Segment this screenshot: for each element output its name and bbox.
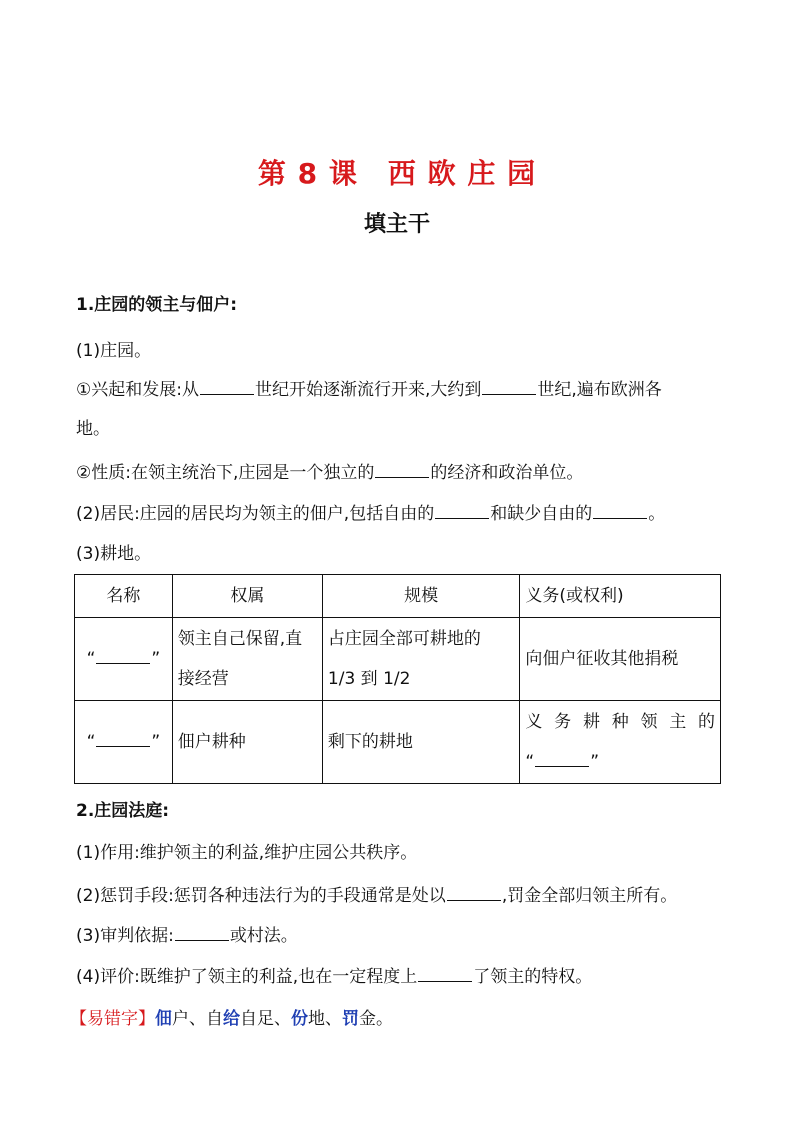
cell-duty: 义务耕种领主的 “ ”	[520, 701, 721, 784]
farmland-table	[74, 574, 721, 784]
cell-scale: 占庄园全部可耕地的 1/3 到 1/2	[322, 618, 520, 701]
fill-blank[interactable]	[375, 461, 429, 478]
fill-blank[interactable]	[96, 647, 150, 664]
lesson-name: 西 欧 庄 园	[387, 157, 537, 190]
s1-p3: (3)耕地。	[76, 544, 152, 564]
cell-duty: 向佃户征收其他捐税	[520, 618, 721, 701]
cell-scale: 剩下的耕地	[322, 701, 520, 784]
table-header-row	[75, 575, 721, 618]
s1-p1: (1)庄园。	[76, 341, 152, 361]
fill-blank[interactable]	[535, 750, 589, 767]
s1-p1b: ②性质:在领主统治下,庄园是一个独立的 的经济和政治单位。	[76, 463, 584, 483]
header-ownership: 权属	[172, 575, 322, 618]
fill-blank[interactable]	[175, 924, 229, 941]
page-title	[0, 152, 794, 192]
s1-p1a-cont: 地。	[76, 419, 110, 439]
fill-blank[interactable]	[418, 965, 472, 982]
page-subtitle: 填主干	[363, 212, 430, 237]
fill-blank[interactable]	[482, 378, 536, 395]
fill-blank[interactable]	[447, 884, 501, 901]
fill-blank[interactable]	[593, 502, 647, 519]
s2-p2: (2)惩罚手段:惩罚各种违法行为的手段通常是处以 ,罚金全部归领主所有。	[76, 886, 678, 906]
header-scale: 规模	[322, 575, 520, 618]
cell-name: “ ”	[75, 701, 173, 784]
lesson-number: 第 8 课	[257, 157, 358, 190]
header-duty: 义务(或权利)	[520, 575, 721, 618]
fill-blank[interactable]	[435, 502, 489, 519]
table-row	[75, 618, 721, 701]
fill-blank[interactable]	[96, 730, 150, 747]
s1-p2: (2)居民:庄园的居民均为领主的佃户,包括自由的 和缺少自由的 。	[76, 504, 666, 524]
error-prone-label: 【易错字】	[70, 1009, 155, 1029]
header-name: 名称	[75, 575, 173, 618]
s1-p1a: ①兴起和发展:从 世纪开始逐渐流行开来,大约到 世纪,遍布欧洲各	[76, 380, 662, 400]
error-prone-words: 【易错字】佃户、自给自足、份地、罚金。	[70, 1009, 393, 1029]
cell-ownership: 领主自己保留,直 接经营	[172, 618, 322, 701]
fill-blank[interactable]	[200, 378, 254, 395]
s2-p4: (4)评价:既维护了领主的利益,也在一定程度上 了领主的特权。	[76, 967, 593, 987]
table-row	[75, 701, 721, 784]
s2-p3: (3)审判依据: 或村法。	[76, 926, 298, 946]
cell-name: “ ”	[75, 618, 173, 701]
section-1-heading: 1.庄园的领主与佃户:	[76, 295, 238, 315]
cell-ownership: 佃户耕种	[172, 701, 322, 784]
section-2-heading: 2.庄园法庭:	[76, 801, 170, 821]
s2-p1: (1)作用:维护领主的利益,维护庄园公共秩序。	[76, 843, 418, 863]
